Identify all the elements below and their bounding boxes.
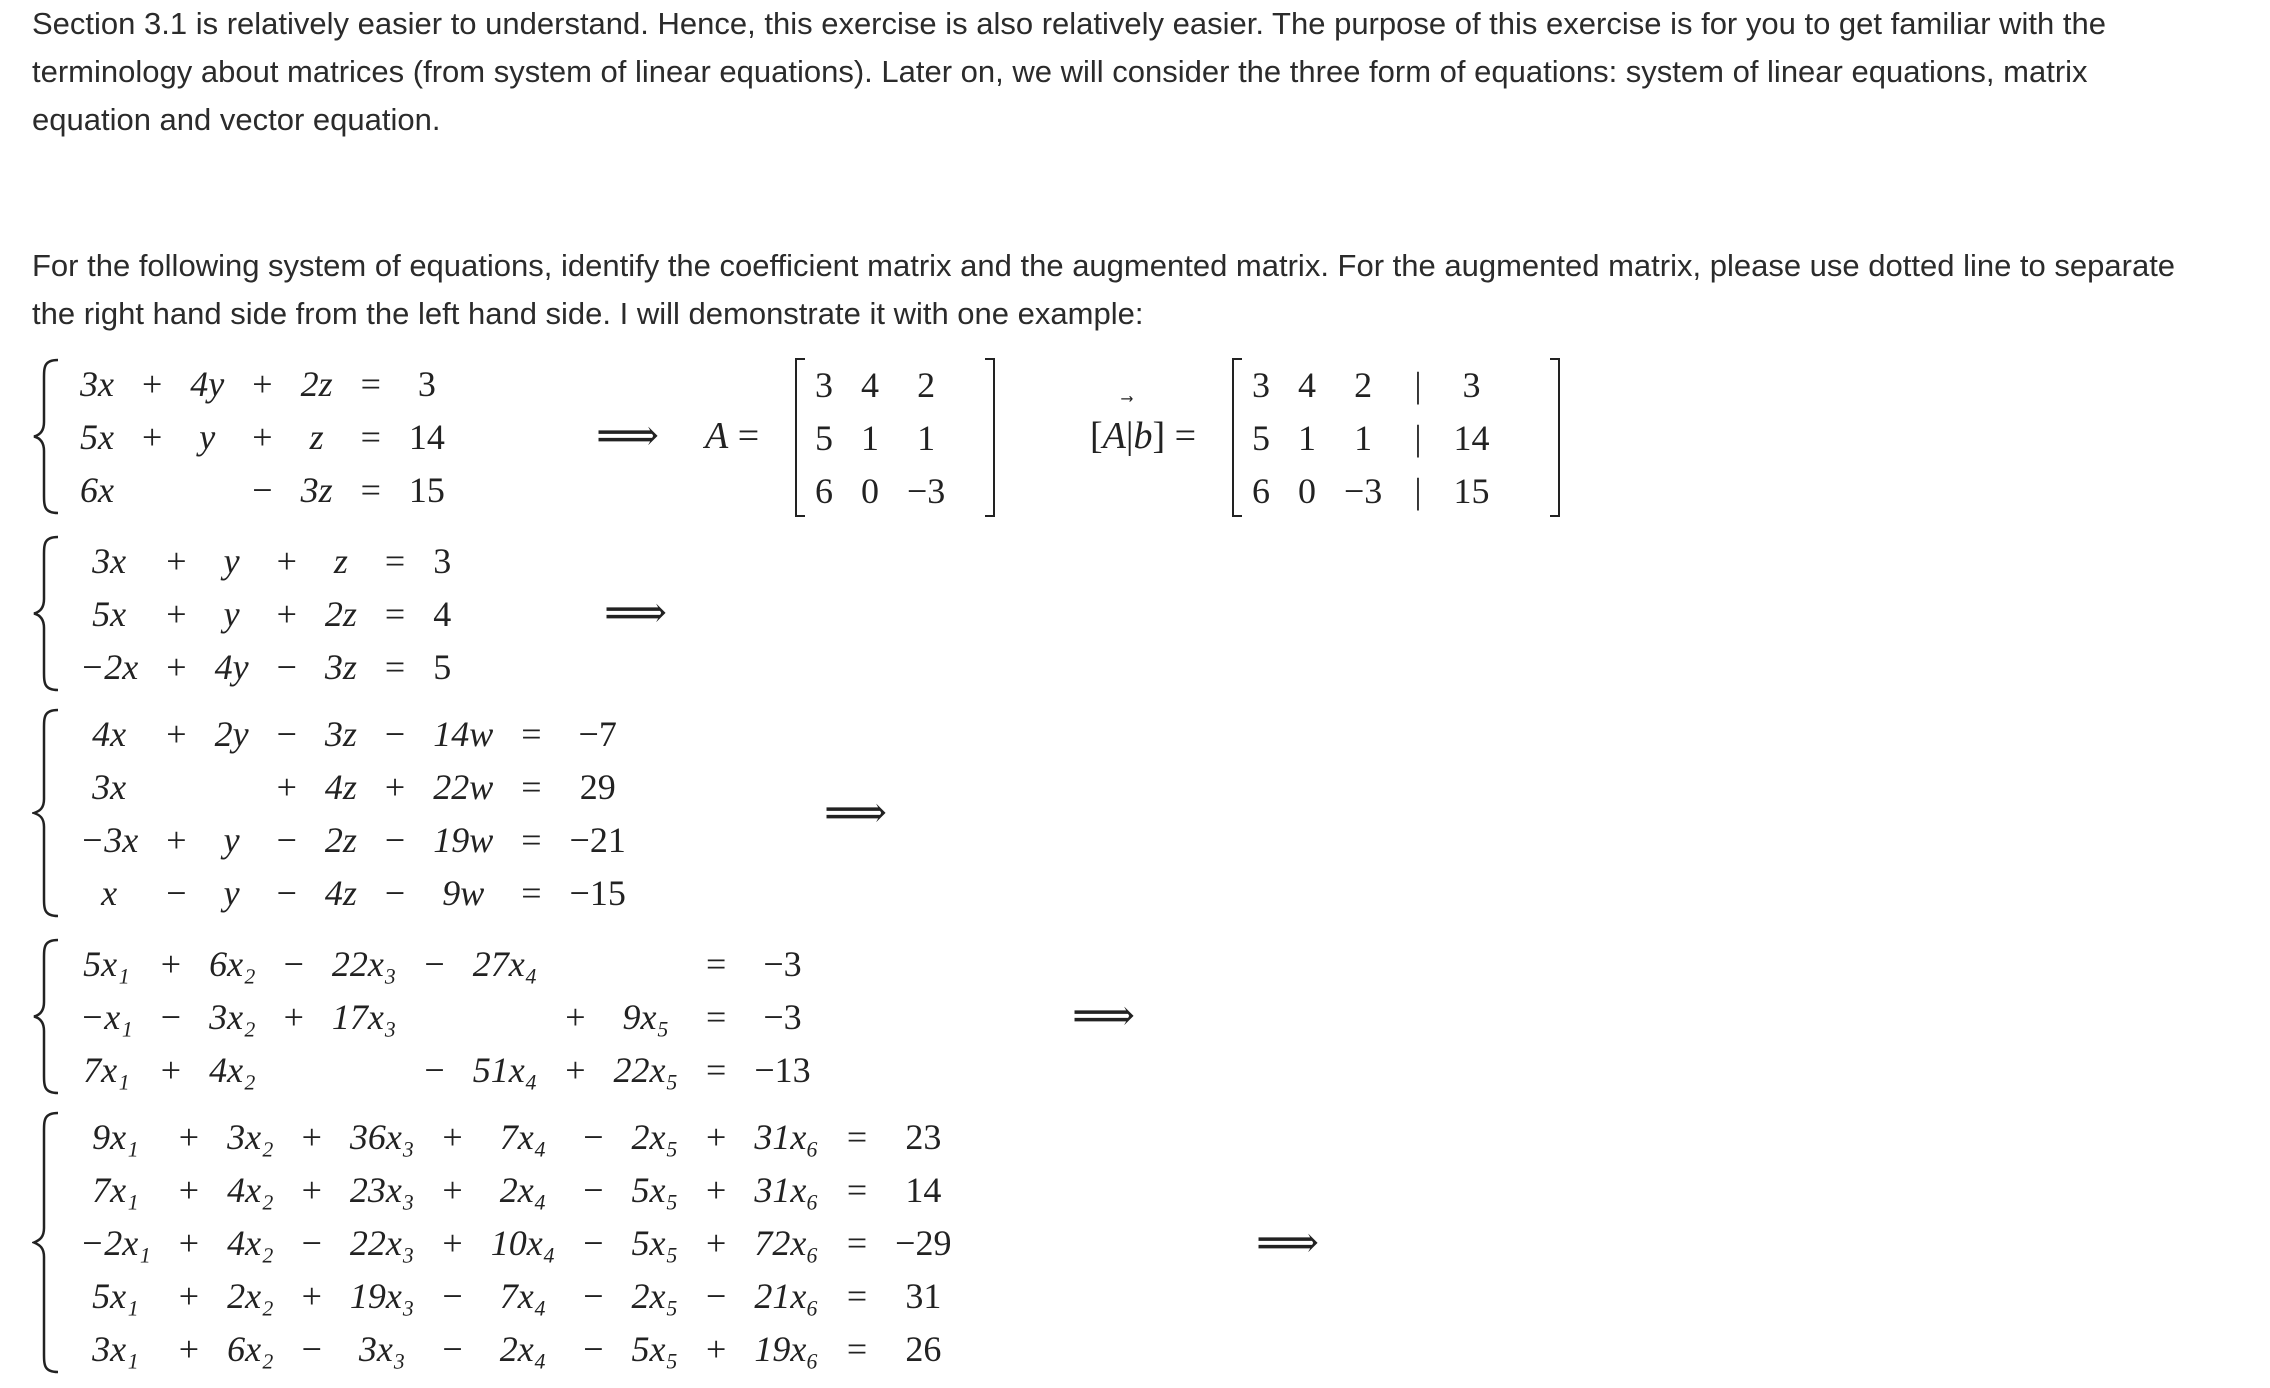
term: 22w <box>433 766 494 807</box>
operator: − <box>424 943 445 984</box>
term: 6x <box>80 469 114 510</box>
operator: + <box>565 996 586 1037</box>
operator: − <box>706 1275 727 1316</box>
term: 2x₅ <box>631 1275 679 1316</box>
term: 4z <box>324 766 357 807</box>
term: 7x₄ <box>499 1275 547 1316</box>
operator: − <box>424 1049 445 1090</box>
implies-arrow: ⟹ <box>604 587 668 638</box>
term: 2x₄ <box>499 1169 547 1210</box>
matrix-entry: 15 <box>1453 470 1490 511</box>
rhs-value: 5 <box>433 646 452 687</box>
equals-sign: = <box>360 416 381 457</box>
equation-table <box>66 534 465 693</box>
operator <box>318 1043 411 1096</box>
term: y <box>223 593 240 634</box>
matrix-row <box>1238 464 1504 517</box>
term: 22x₃ <box>331 943 397 984</box>
equals-sign: = <box>846 1169 868 1210</box>
operator: + <box>166 713 187 754</box>
term: 72x₆ <box>754 1222 819 1263</box>
term: 19x₃ <box>349 1275 415 1316</box>
operator: − <box>252 469 273 510</box>
term: 5x₁ <box>92 1275 139 1316</box>
matrix-separator: | <box>1414 470 1422 511</box>
term: 4x₂ <box>227 1169 274 1210</box>
term: 3x <box>92 540 127 581</box>
equals-sign: = <box>846 1116 868 1157</box>
implies-arrow: ⟹ <box>1256 1217 1320 1268</box>
matrix-entry: 2 <box>1354 364 1373 405</box>
matrix-row <box>801 411 959 464</box>
system-4 <box>32 1110 1312 1375</box>
operator: + <box>166 540 187 581</box>
coefficient-matrix <box>795 358 995 517</box>
equals-sign: = <box>360 469 381 510</box>
term: 9x₅ <box>622 996 670 1037</box>
operator: + <box>301 1116 322 1157</box>
rhs-value: −21 <box>569 819 626 860</box>
equals-sign: = <box>846 1222 868 1263</box>
operator: + <box>276 766 297 807</box>
matrix-entry: 5 <box>1252 417 1270 458</box>
operator: + <box>178 1275 200 1316</box>
term: 3x <box>80 363 114 404</box>
equals-sign: = <box>384 593 406 634</box>
operator: + <box>276 593 297 634</box>
rhs-value: 23 <box>905 1116 942 1157</box>
term: 3z <box>324 646 357 687</box>
implies-arrow: ⟹ <box>824 787 888 838</box>
operator: + <box>706 1116 727 1157</box>
rhs-value: −3 <box>763 943 802 984</box>
matrix-entry: 6 <box>1252 470 1270 511</box>
implies-arrow: ⟹ <box>1072 990 1136 1041</box>
term: 5x₅ <box>631 1222 679 1263</box>
term: 2x₂ <box>227 1275 274 1316</box>
rhs-value: −3 <box>763 996 802 1037</box>
equation-row <box>66 640 465 693</box>
rhs-value: 14 <box>408 416 445 457</box>
operator: + <box>276 540 297 581</box>
right-bracket <box>1550 358 1560 517</box>
term: y <box>223 540 240 581</box>
term: 5x₁ <box>83 943 130 984</box>
term: 3z <box>300 469 333 510</box>
matrix-entry: 14 <box>1453 417 1490 458</box>
equation-row <box>66 937 825 990</box>
operator: + <box>166 819 187 860</box>
matrix-entry: 5 <box>815 417 833 458</box>
operator: − <box>583 1328 604 1369</box>
term: −2x <box>80 646 139 687</box>
left-brace <box>32 357 62 516</box>
term: 3x₂ <box>209 996 256 1037</box>
operator: − <box>276 713 297 754</box>
rhs-value: 4 <box>433 593 452 634</box>
equation-row <box>66 463 459 516</box>
left-brace <box>32 1110 62 1375</box>
implies-arrow: ⟹ <box>596 410 660 461</box>
operator: − <box>160 996 182 1037</box>
term: z <box>333 540 348 581</box>
operator: − <box>442 1275 463 1316</box>
term: 2z <box>300 363 333 404</box>
equation-row <box>66 866 640 919</box>
term: 5x <box>92 593 127 634</box>
operator: + <box>442 1222 463 1263</box>
term: 2z <box>324 593 357 634</box>
operator: − <box>583 1275 604 1316</box>
equation-row <box>66 760 640 813</box>
operator: + <box>283 996 304 1037</box>
operator: + <box>178 1328 200 1369</box>
term: 36x₃ <box>349 1116 415 1157</box>
coefficient-matrix-table <box>801 358 959 517</box>
left-brace <box>32 534 62 693</box>
operator: + <box>166 593 187 634</box>
equation-table <box>66 357 459 516</box>
augmented-matrix <box>1232 358 1560 517</box>
term: 3z <box>324 713 357 754</box>
system-3 <box>32 937 1132 1096</box>
operator: + <box>178 1116 200 1157</box>
operator: + <box>141 416 163 457</box>
rhs-value: −29 <box>895 1222 952 1263</box>
matrix-entry: 4 <box>1298 364 1316 405</box>
equation-table <box>66 937 825 1096</box>
operator: + <box>252 363 273 404</box>
term: 9w <box>442 872 485 913</box>
equals-sign: = <box>706 943 727 984</box>
term: 4y <box>214 646 249 687</box>
operator <box>152 760 200 813</box>
term: z <box>309 416 324 457</box>
term: 7x₄ <box>499 1116 547 1157</box>
left-brace <box>32 937 62 1096</box>
matrix-entry: 4 <box>861 364 879 405</box>
augmented-matrix-label: [A|b ] = <box>1090 415 1197 457</box>
operator: − <box>276 819 297 860</box>
operator: + <box>141 363 163 404</box>
term: 22x₃ <box>349 1222 415 1263</box>
term: y <box>223 819 240 860</box>
term: 19x₆ <box>754 1328 819 1369</box>
operator: + <box>160 1049 182 1090</box>
augmented-matrix-table <box>1238 358 1504 517</box>
operator: − <box>583 1222 604 1263</box>
equation-row <box>66 813 640 866</box>
term: 23x₃ <box>349 1169 415 1210</box>
equation-row <box>66 1163 965 1216</box>
equals-sign: = <box>846 1328 868 1369</box>
matrix-separator: | <box>1414 417 1422 458</box>
equals-sign: = <box>521 713 542 754</box>
equation-row <box>66 990 825 1043</box>
term: 9x₁ <box>92 1116 139 1157</box>
matrix-entry: 2 <box>917 364 936 405</box>
operator: + <box>252 416 273 457</box>
operator: + <box>442 1169 463 1210</box>
operator <box>176 463 238 516</box>
term: 7x₁ <box>92 1169 139 1210</box>
equals-sign: = <box>846 1275 868 1316</box>
term: −x₁ <box>80 996 133 1037</box>
operator <box>600 937 693 990</box>
coefficient-matrix-label: A = <box>705 415 760 457</box>
operator: + <box>178 1222 200 1263</box>
matrix-entry: −3 <box>907 470 946 511</box>
term: −2x₁ <box>80 1222 151 1263</box>
system-1 <box>32 534 672 693</box>
term: −3x <box>80 819 139 860</box>
matrix-entry: −3 <box>1344 470 1383 511</box>
term: 4x <box>92 713 127 754</box>
term: 4z <box>324 872 357 913</box>
term: 5x <box>80 416 114 457</box>
term: 5x₅ <box>631 1328 679 1369</box>
rhs-value: 31 <box>905 1275 942 1316</box>
matrix-entry: 6 <box>815 470 833 511</box>
operator: − <box>301 1222 322 1263</box>
operator <box>270 1043 318 1096</box>
equals-sign: = <box>706 996 727 1037</box>
equals-sign: = <box>384 540 406 581</box>
operator: + <box>166 646 187 687</box>
intro-line-1: Section 3.1 is relatively easier to understand. Hence, this exercise is also relatively easier. The purpose of this exercise is for you to get familiar with the <box>32 6 2106 41</box>
term: y <box>199 416 216 457</box>
term: 3x₃ <box>358 1328 406 1369</box>
equals-sign: = <box>384 646 406 687</box>
matrix-entry: 0 <box>861 470 879 511</box>
operator: − <box>276 872 297 913</box>
equation-table <box>66 1110 965 1375</box>
term: y <box>223 872 240 913</box>
operator: − <box>283 943 304 984</box>
matrix-entry: 1 <box>917 417 936 458</box>
term: 4y <box>190 363 225 404</box>
term: 27x₄ <box>472 943 538 984</box>
term: 14w <box>433 713 494 754</box>
term: 6x₂ <box>227 1328 274 1369</box>
equation-row <box>66 1269 965 1322</box>
equation-row <box>66 534 465 587</box>
operator: − <box>301 1328 322 1369</box>
rhs-value: 29 <box>579 766 616 807</box>
rhs-value: 3 <box>417 363 436 404</box>
rhs-value: −7 <box>578 713 617 754</box>
intro-paragraph <box>32 0 2106 144</box>
operator: − <box>442 1328 463 1369</box>
matrix-entry: 3 <box>1252 364 1270 405</box>
rhs-value: −15 <box>569 872 626 913</box>
operator: − <box>166 872 187 913</box>
equation-row <box>66 1110 965 1163</box>
term: 2x₄ <box>499 1328 547 1369</box>
term: 31x₆ <box>754 1169 819 1210</box>
matrix-entry: 3 <box>1462 364 1481 405</box>
equals-sign: = <box>706 1049 727 1090</box>
term: 6x₂ <box>209 943 256 984</box>
term: 4x₂ <box>227 1222 274 1263</box>
instructions-line-2: the right hand side from the left hand side. I will demonstrate it with one example: <box>32 296 1144 331</box>
operator: + <box>706 1328 727 1369</box>
term: 4x₂ <box>209 1049 256 1090</box>
instructions-paragraph <box>32 242 2175 338</box>
operator: + <box>301 1275 322 1316</box>
term: 5x₅ <box>631 1169 679 1210</box>
matrix-row <box>1238 411 1504 464</box>
term: 31x₆ <box>754 1116 819 1157</box>
left-bracket <box>1232 358 1242 517</box>
rhs-value: 3 <box>433 540 452 581</box>
equation-row <box>66 1043 825 1096</box>
operator <box>201 760 263 813</box>
operator: − <box>384 819 406 860</box>
operator: − <box>384 872 406 913</box>
equation-row <box>66 357 459 410</box>
operator <box>410 990 458 1043</box>
matrix-row <box>801 358 959 411</box>
operator <box>459 990 552 1043</box>
left-brace <box>32 707 62 919</box>
right-bracket <box>985 358 995 517</box>
operator: + <box>384 766 406 807</box>
operator: − <box>276 646 297 687</box>
matrix-row <box>1238 358 1504 411</box>
term: 51x₄ <box>472 1049 538 1090</box>
instructions-line-1: For the following system of equations, identify the coefficient matrix and the augmented matrix. For the augmented matrix, please use dotted line to separate <box>32 248 2176 283</box>
rhs-value: −13 <box>754 1049 811 1090</box>
operator: + <box>565 1049 586 1090</box>
system-2 <box>32 707 832 919</box>
matrix-entry: 1 <box>1354 417 1373 458</box>
operator: + <box>706 1169 727 1210</box>
matrix-separator: | <box>1414 364 1422 405</box>
left-bracket <box>795 358 805 517</box>
equation-row <box>66 707 640 760</box>
term: 2y <box>214 713 249 754</box>
term: 22x₅ <box>613 1049 679 1090</box>
equation-row <box>66 1322 965 1375</box>
example-system <box>32 357 672 516</box>
term: 2z <box>324 819 357 860</box>
term: x <box>101 872 118 913</box>
matrix-entry: 0 <box>1298 470 1316 511</box>
equals-sign: = <box>360 363 381 404</box>
term: 19w <box>433 819 494 860</box>
matrix-entry: 3 <box>815 364 833 405</box>
operator: + <box>160 943 182 984</box>
operator: − <box>583 1116 604 1157</box>
equation-row <box>66 410 459 463</box>
term: 3x₂ <box>227 1116 274 1157</box>
operator: + <box>442 1116 463 1157</box>
matrix-entry: 1 <box>861 417 879 458</box>
operator <box>128 463 176 516</box>
rhs-value: 14 <box>905 1169 942 1210</box>
matrix-entry: 1 <box>1298 417 1316 458</box>
operator <box>551 937 599 990</box>
term: 3x <box>92 766 127 807</box>
equation-row <box>66 1216 965 1269</box>
operator: + <box>178 1169 200 1210</box>
matrix-row <box>801 464 959 517</box>
operator: − <box>583 1169 604 1210</box>
term: 17x₃ <box>331 996 397 1037</box>
intro-line-3: equation and vector equation. <box>32 102 441 137</box>
operator: + <box>706 1222 727 1263</box>
term: 7x₁ <box>83 1049 130 1090</box>
operator: − <box>384 713 406 754</box>
intro-line-2: terminology about matrices (from system of linear equations). Later on, we will consider the three form of equations: system of linear equations, matrix <box>32 54 2088 89</box>
equals-sign: = <box>521 766 542 807</box>
rhs-value: 15 <box>408 469 445 510</box>
equation-row <box>66 587 465 640</box>
term: 21x₆ <box>754 1275 819 1316</box>
rhs-value: 26 <box>905 1328 942 1369</box>
term: 10x₄ <box>490 1222 556 1263</box>
equals-sign: = <box>521 819 542 860</box>
term: 3x₁ <box>92 1328 139 1369</box>
term: 2x₅ <box>631 1116 679 1157</box>
equals-sign: = <box>521 872 542 913</box>
equation-table <box>66 707 640 919</box>
operator: + <box>301 1169 322 1210</box>
